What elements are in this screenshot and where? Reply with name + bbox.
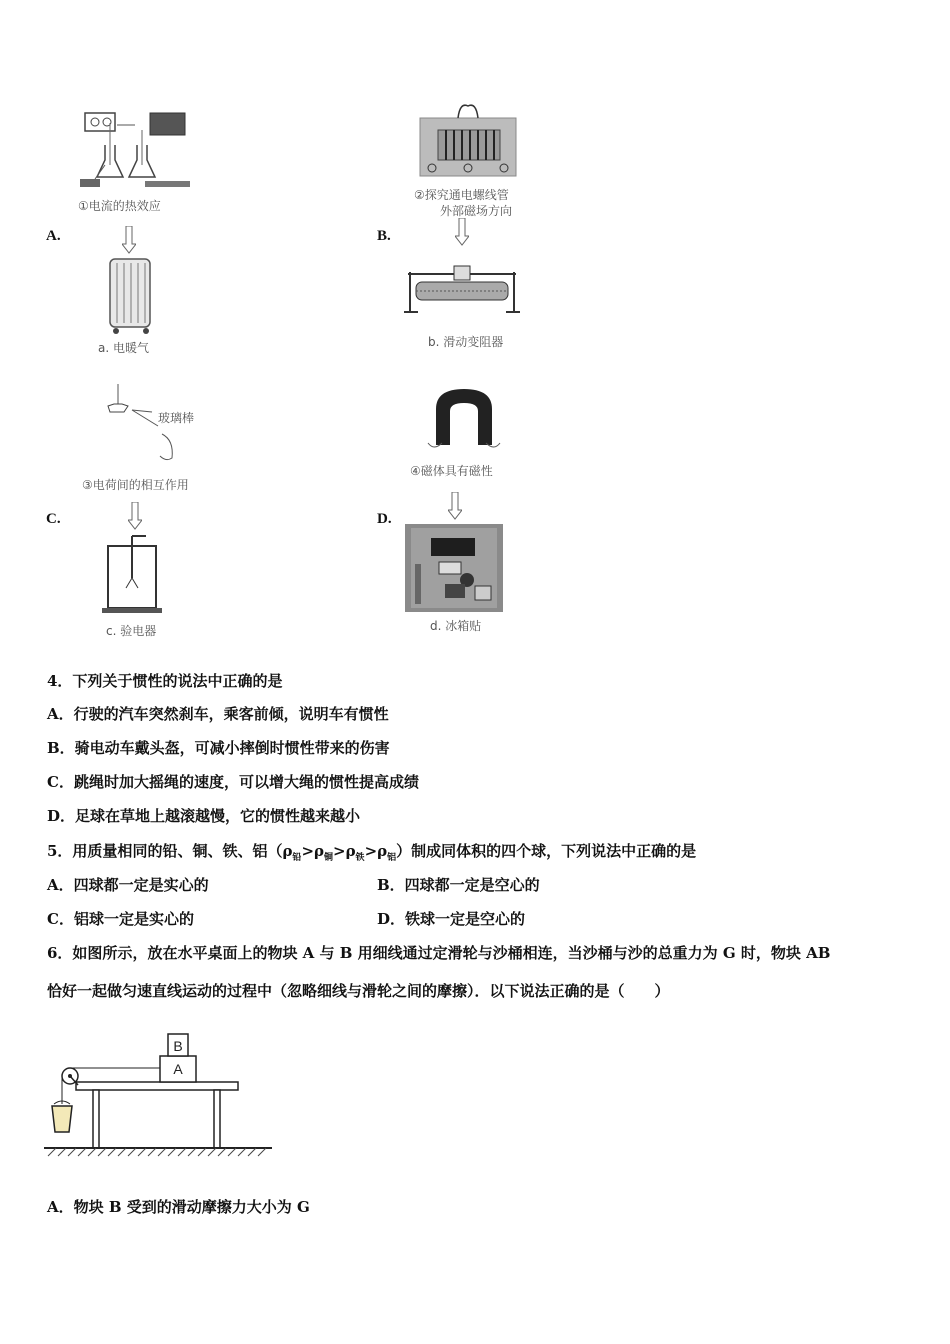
caption-a-bottom: a. 电暖气 (98, 341, 149, 355)
down-arrow-icon (128, 502, 142, 530)
down-arrow-icon (448, 492, 462, 520)
option-d-label: D. (377, 511, 392, 527)
question-5-option-b: B．四球都一定是空心的 (377, 876, 540, 894)
caption-c-top: ③电荷间的相互作用 (82, 478, 189, 492)
caption-d-bottom: d. 冰箱贴 (430, 619, 482, 633)
option-b-label: B. (377, 228, 391, 244)
down-arrow-icon (122, 226, 136, 254)
question-6-stem-line-1: 6．如图所示，放在水平桌面上的物块 A 与 B 用细线通过定滑轮与沙桶相连，当沙桶与沙的总重力为 G 时，物块 AB (47, 944, 831, 962)
question-4-option-c: C．跳绳时加大摇绳的速度，可以增大绳的惯性提高成绩 (47, 773, 419, 791)
question-5-stem: 5．用质量相同的铅、铜、铁、铝$(\rho_铅>\rho_铜>\rho_铁>\rho_铝)$制成同体积的四个球，下列说法中正确的是 (47, 842, 697, 863)
electroscope-figure (100, 532, 164, 616)
caption-c-glass-rod: 玻璃棒 (158, 411, 195, 425)
question-4-stem: 4．下列关于惯性的说法中正确的是 (47, 672, 283, 690)
fridge-magnet-photo (405, 524, 503, 612)
charged-rods-figure (100, 382, 190, 472)
block-b-label: B (173, 1038, 183, 1054)
question-5-option-c: C．铝球一定是实心的 (47, 910, 194, 928)
question-5-option-a: A．四球都一定是实心的 (47, 876, 209, 894)
caption-d-top: ④磁体具有磁性 (410, 464, 493, 478)
solenoid-apparatus-figure (418, 100, 518, 180)
question-4-option-d: D．足球在草地上越滚越慢，它的惯性越来越小 (47, 807, 361, 825)
question-6-option-a: A．物块 B 受到的滑动摩擦力大小为 G (47, 1198, 310, 1216)
block-a-label: A (173, 1061, 183, 1077)
question-4-option-a: A．行驶的汽车突然刹车，乘客前倾，说明车有惯性 (47, 705, 389, 723)
option-c-label: C. (46, 511, 61, 527)
pulley-table-diagram (44, 1030, 274, 1160)
sliding-rheostat-figure (402, 262, 522, 322)
down-arrow-icon (455, 218, 469, 246)
horseshoe-magnet-figure (424, 385, 504, 455)
question-4-option-b: B．骑电动车戴头盔，可减小摔倒时惯性带来的伤害 (47, 739, 390, 757)
caption-b-bottom: b. 滑动变阻器 (428, 335, 504, 349)
caption-b-top-2: 外部磁场方向 (440, 204, 513, 218)
heating-effect-apparatus-figure (75, 105, 195, 195)
question-6-stem-line-2: 恰好一起做匀速直线运动的过程中（忽略细线与滑轮之间的摩擦）．以下说法正确的是（ ） (47, 982, 670, 1000)
caption-c-bottom: c. 验电器 (106, 624, 157, 638)
caption-b-top-1: ②探究通电螺线管 (414, 188, 509, 202)
electric-heater-figure (100, 255, 160, 335)
caption-a-top: ①电流的热效应 (78, 199, 161, 213)
option-a-label: A. (46, 228, 61, 244)
question-5-option-d: D．铁球一定是空心的 (377, 910, 526, 928)
